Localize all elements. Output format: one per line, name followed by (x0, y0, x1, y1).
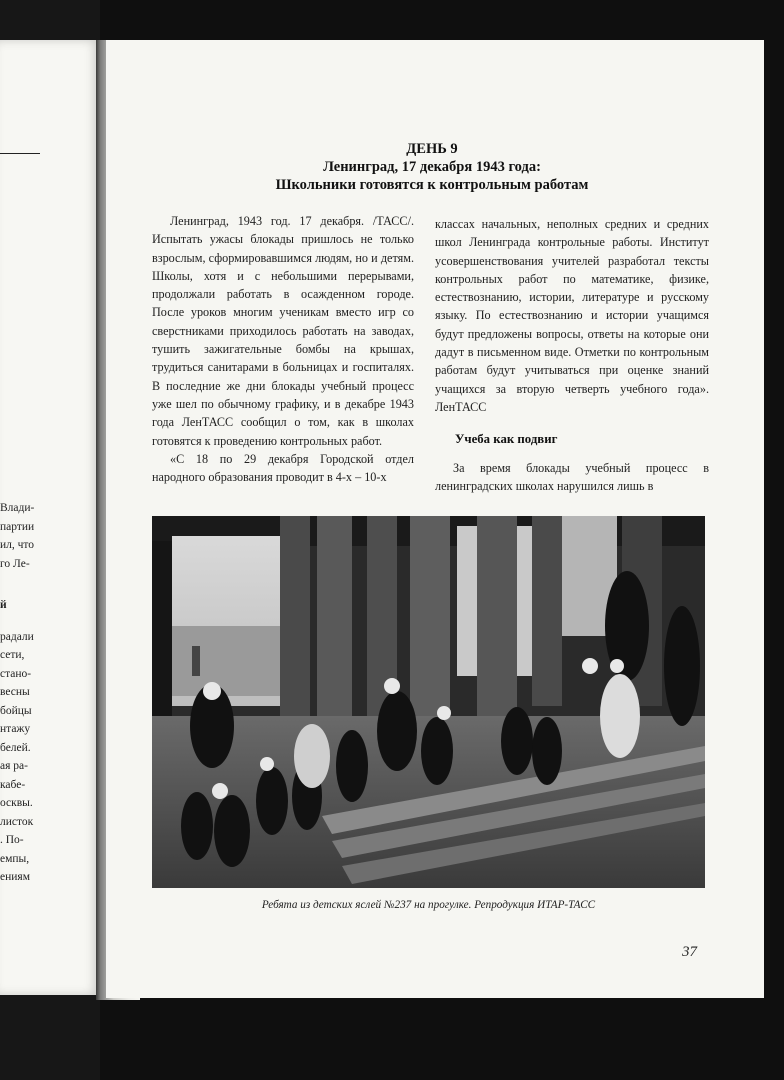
left-page-fragment: емпы, (0, 853, 30, 865)
left-page-fragment: Влади- (0, 502, 35, 514)
paragraph: классах начальных, неполных средних и средних школ Ленинграда контрольные работы. Институт усовершенствования учителей разработал тексты контрольных работ по математике, физике, естествознанию, истории, литературе и русскому языку. По естествознанию и истории учащимся будут предложены вопросы, ответы на которые они дадут в письменном виде. Отметки по контрольным работам будут учитываться при оценке знаний учащихся за вторую четверть учебного года». ЛенТАСС (435, 217, 709, 414)
left-page-fragment: стано- (0, 668, 32, 680)
left-page-fragment: го Ле- (0, 558, 30, 570)
paragraph: «С 18 по 29 декабря Городской отдел народного образования проводит в 4-х – 10-х (152, 451, 414, 485)
left-page-fragment: бойцы (0, 705, 32, 717)
chapter-title: Школьники готовятся к контрольным работам (275, 177, 589, 193)
left-page-fragment: весны (0, 686, 30, 698)
left-page-fragment: кабе- (0, 779, 26, 791)
left-page-fragment: . По- (0, 834, 24, 846)
text-column-right (435, 215, 709, 495)
section-heading: Учеба как подвиг (455, 432, 558, 447)
left-page-fragment: партии (0, 521, 35, 533)
left-page (0, 40, 100, 995)
left-page-fragment: радали (0, 631, 34, 643)
chapter-dateline: Ленинград, 17 декабря 1943 года: (323, 159, 541, 175)
paragraph: За время блокады учебный процесс в ленинградских школах нарушился лишь в (435, 460, 709, 493)
left-page-fragment: ил, что (0, 539, 35, 551)
chapter-header (152, 140, 712, 194)
left-page-fragment: сети, (0, 649, 25, 661)
photograph (152, 516, 705, 888)
left-page-fragment: нтажу (0, 723, 31, 735)
left-page-rule (0, 153, 40, 154)
left-page-fragment: й (0, 599, 7, 611)
page-number: 37 (682, 944, 697, 960)
chapter-day: ДЕНЬ 9 (406, 141, 458, 157)
left-page-fragment: ая ра- (0, 760, 28, 772)
left-page-fragment: осквы. (0, 797, 33, 809)
photo-caption: Ребята из детских яслей №237 на прогулке. Репродукция ИТАР-ТАСС (261, 899, 596, 911)
paragraph: Ленинград, 1943 год. 17 декабря. /ТАСС/. Испытать ужасы блокады пришлось не только взрослым, сформировавшимся людям, но и детям. Школы, хотя и с небольшими перерывами, продолжали работать в осажденном городе. После уроков многим ученикам вместо игр со сверстниками приходилось работать на заводах, тушить зажигательные бомбы на крышах, трудиться санитарами в больницах и госпиталях. В последние же дни блокады учебный процесс уже шел по обычному графику, и в декабре 1943 года ЛенТАСС сообщил о том, как в школах готовятся к проведению контрольных работ. (152, 214, 414, 448)
left-page-fragment: белей. (0, 742, 31, 754)
photo-children-at-cathedral-colonnade (152, 516, 705, 888)
page-content (152, 140, 712, 990)
text-column-left (152, 212, 414, 486)
left-page-fragment: листок (0, 816, 34, 828)
left-page-fragment: ениям (0, 871, 30, 883)
